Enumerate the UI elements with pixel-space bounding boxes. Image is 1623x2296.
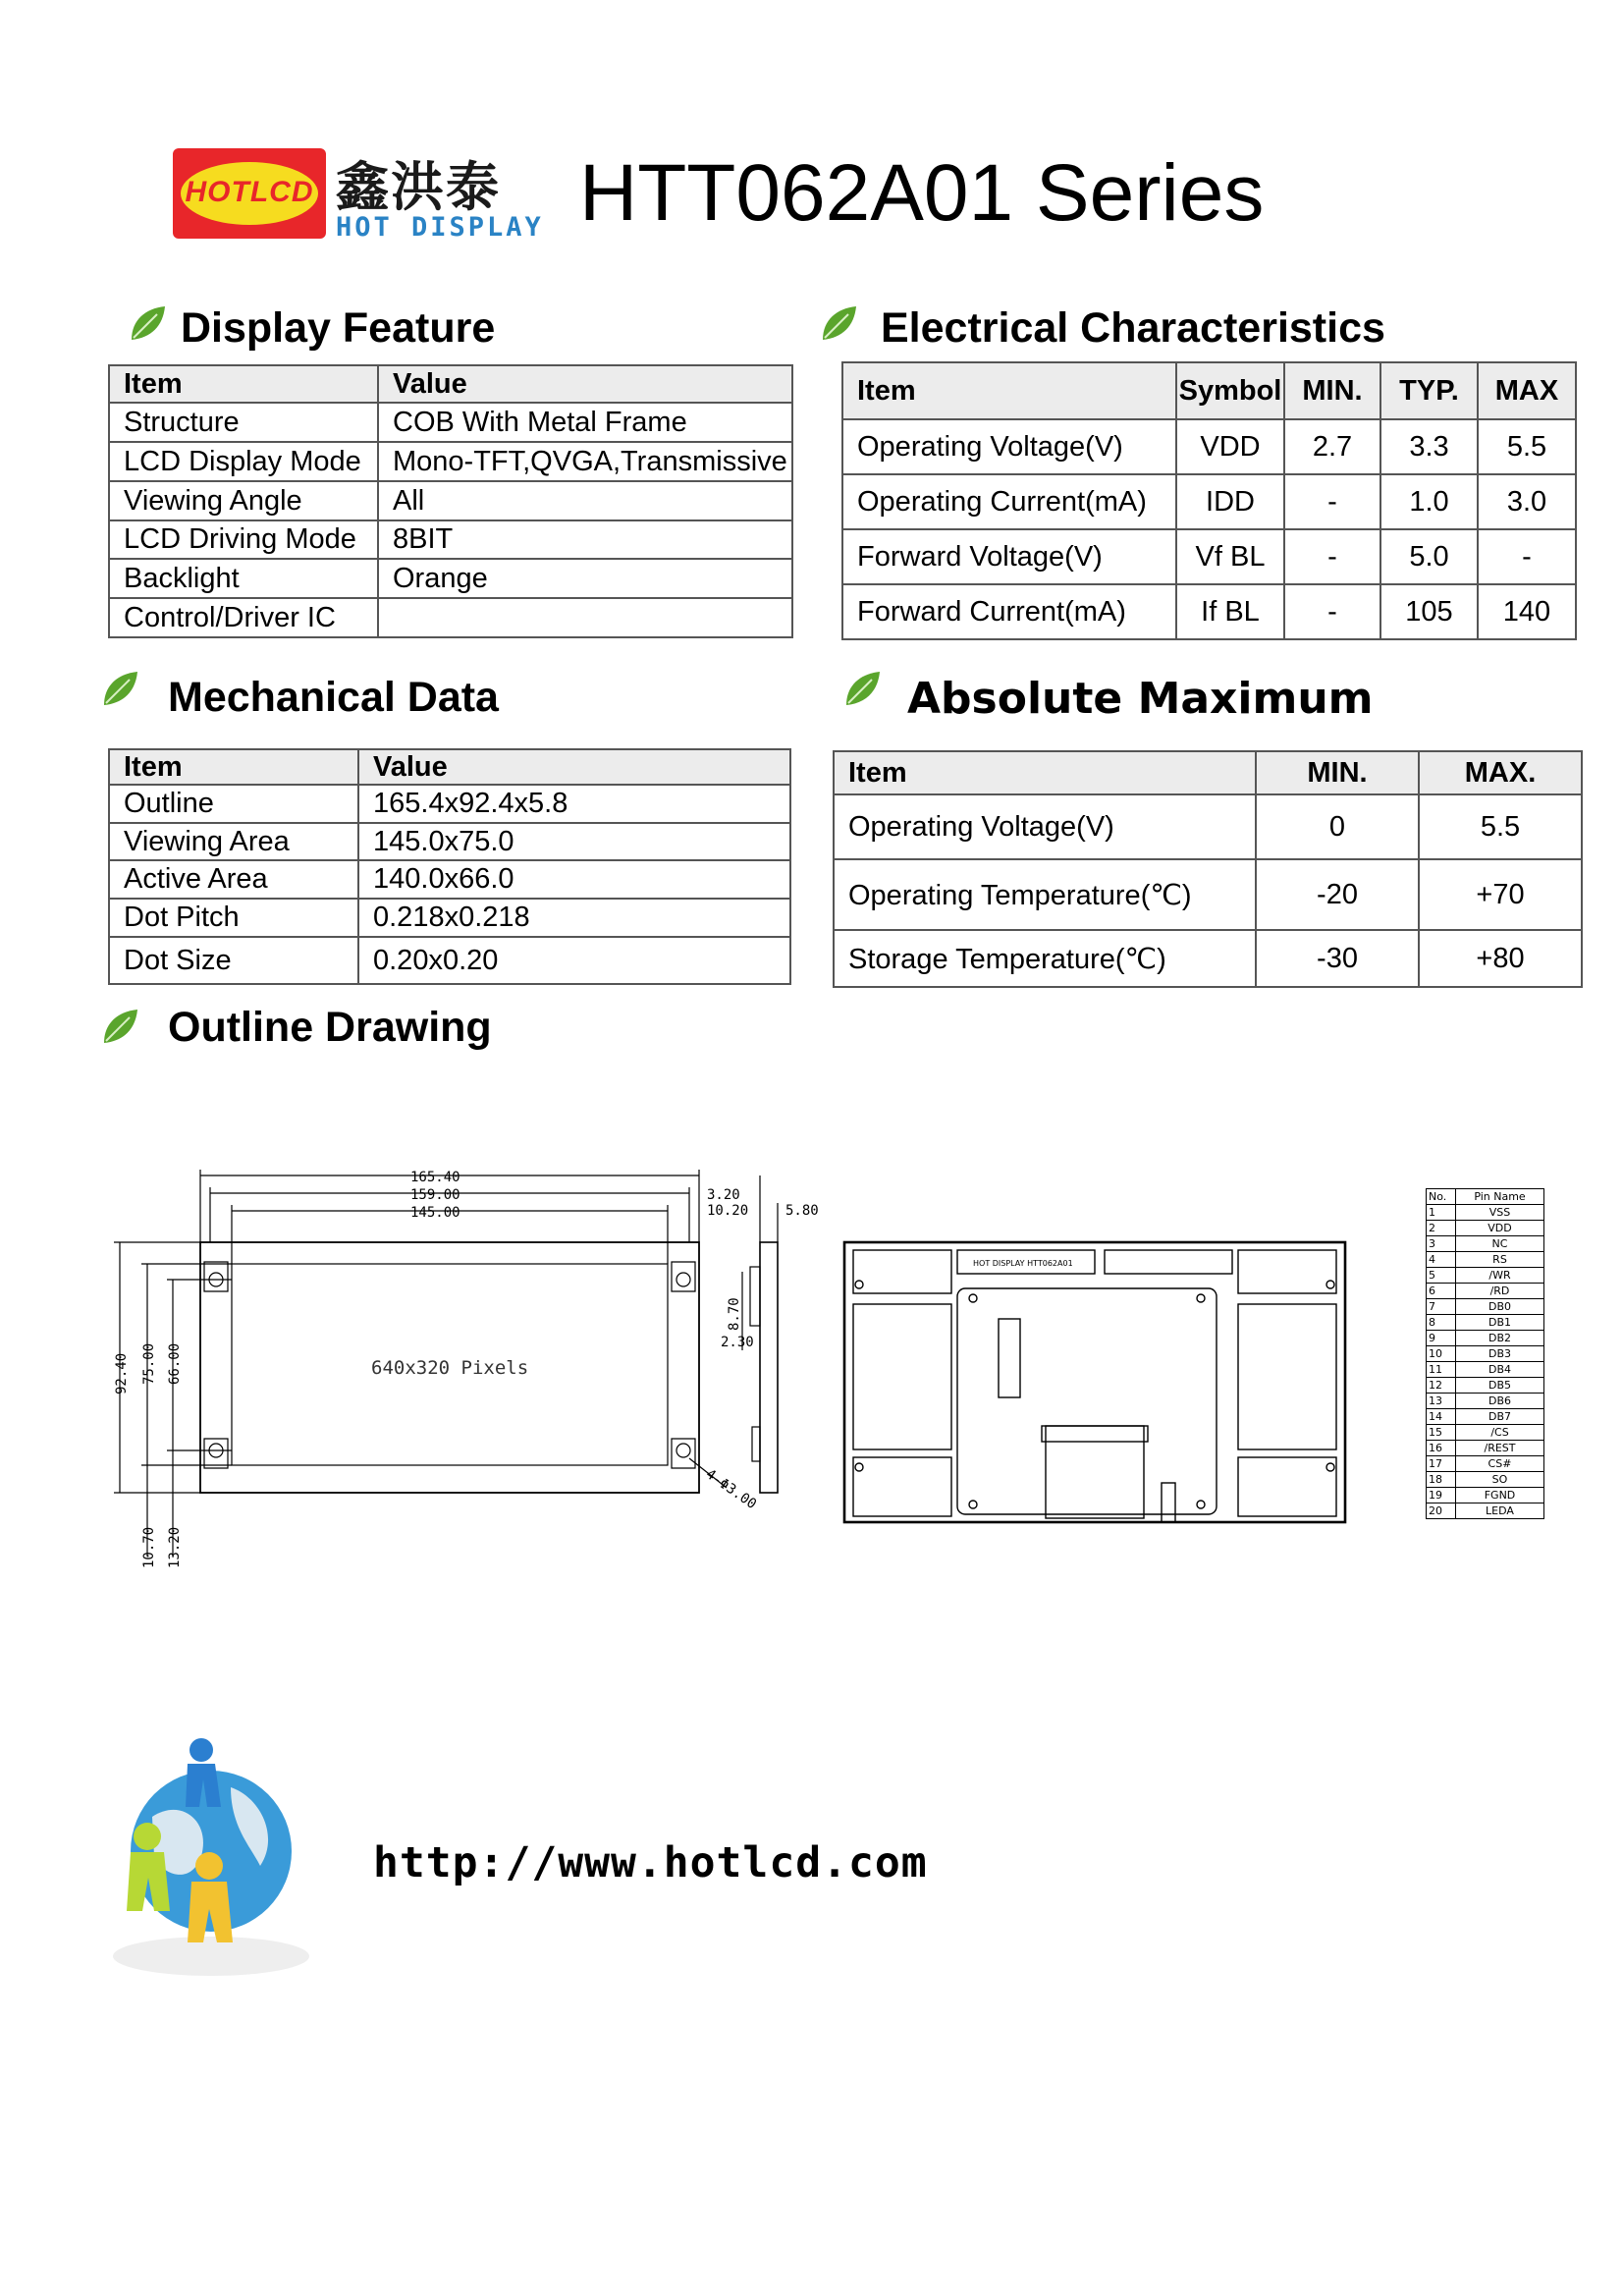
pin-name: /WR bbox=[1456, 1268, 1544, 1284]
table-cell: IDD bbox=[1176, 474, 1284, 529]
outline-heading: Outline Drawing bbox=[168, 1004, 492, 1051]
table-cell: Control/Driver IC bbox=[109, 598, 378, 637]
document-title: HTT062A01 Series bbox=[579, 148, 1265, 238]
pin-row bbox=[1427, 1441, 1544, 1456]
absolute-heading: Absolute Maximum bbox=[907, 674, 1374, 724]
table-header: Item bbox=[109, 749, 358, 785]
table-header: MAX bbox=[1478, 362, 1576, 419]
table-cell: Storage Temperature(℃) bbox=[834, 930, 1256, 987]
table-header: Symbol bbox=[1176, 362, 1284, 419]
pin-row bbox=[1427, 1252, 1544, 1268]
table-cell: Dot Pitch bbox=[109, 899, 358, 937]
pin-number: 11 bbox=[1427, 1362, 1456, 1378]
dim-label: 4-Φ3.00 bbox=[702, 1466, 760, 1513]
table-cell: 2.7 bbox=[1284, 419, 1380, 474]
globe-people-icon bbox=[93, 1728, 314, 1984]
pin-name: DB3 bbox=[1456, 1346, 1544, 1362]
display-feature-heading: Display Feature bbox=[181, 304, 496, 352]
table-cell: 5.5 bbox=[1419, 794, 1582, 859]
table-cell: Operating Temperature(℃) bbox=[834, 859, 1256, 930]
table-cell: 5.5 bbox=[1478, 419, 1576, 474]
pin-number: 20 bbox=[1427, 1503, 1456, 1519]
table-cell: -20 bbox=[1256, 859, 1419, 930]
pin-row bbox=[1427, 1488, 1544, 1503]
dim-label: 2.30 bbox=[721, 1335, 754, 1350]
table-cell: Forward Current(mA) bbox=[842, 584, 1176, 639]
pin-number: 6 bbox=[1427, 1284, 1456, 1299]
table-cell: 3.3 bbox=[1380, 419, 1478, 474]
pin-number: 3 bbox=[1427, 1236, 1456, 1252]
table-cell: 8BIT bbox=[378, 520, 792, 559]
table-cell: +70 bbox=[1419, 859, 1582, 930]
pin-number: 10 bbox=[1427, 1346, 1456, 1362]
table-cell: Operating Voltage(V) bbox=[842, 419, 1176, 474]
pin-table-header-row bbox=[1427, 1189, 1544, 1205]
table-cell: If BL bbox=[1176, 584, 1284, 639]
table-cell: LCD Driving Mode bbox=[109, 520, 378, 559]
pin-name: DB4 bbox=[1456, 1362, 1544, 1378]
table-cell: 0.20x0.20 bbox=[358, 937, 790, 984]
dim-label: 75.00 bbox=[141, 1342, 157, 1385]
pin-table-body bbox=[1427, 1189, 1544, 1519]
logo-chinese-name: 鑫洪泰 bbox=[336, 156, 501, 218]
dim-label: 5.80 bbox=[785, 1203, 819, 1219]
table-cell: Dot Size bbox=[109, 937, 358, 984]
pin-row bbox=[1427, 1221, 1544, 1236]
pin-number: 16 bbox=[1427, 1441, 1456, 1456]
pin-name: DB1 bbox=[1456, 1315, 1544, 1331]
dim-label: 13.20 bbox=[167, 1526, 183, 1568]
front-view-drawing bbox=[108, 1164, 819, 1576]
pin-name: VSS bbox=[1456, 1205, 1544, 1221]
table-header: Item bbox=[842, 362, 1176, 419]
pcb-label: HOT DISPLAY HTT062A01 bbox=[973, 1259, 1073, 1268]
pin-number: 7 bbox=[1427, 1299, 1456, 1315]
pin-row bbox=[1427, 1394, 1544, 1409]
pin-row bbox=[1427, 1205, 1544, 1221]
table-cell: Operating Voltage(V) bbox=[834, 794, 1256, 859]
table-cell: +80 bbox=[1419, 930, 1582, 987]
pin-number: 5 bbox=[1427, 1268, 1456, 1284]
table-cell: 145.0x75.0 bbox=[358, 823, 790, 860]
pin-name: SO bbox=[1456, 1472, 1544, 1488]
table-cell: COB With Metal Frame bbox=[378, 403, 792, 442]
pin-name: CS# bbox=[1456, 1456, 1544, 1472]
footer-url[interactable]: http://www.hotlcd.com bbox=[373, 1838, 928, 1887]
pin-number: 14 bbox=[1427, 1409, 1456, 1425]
back-view-drawing bbox=[839, 1237, 1350, 1532]
table-cell: Orange bbox=[378, 559, 792, 598]
table-cell: -30 bbox=[1256, 930, 1419, 987]
table-cell: - bbox=[1284, 474, 1380, 529]
electrical-heading: Electrical Characteristics bbox=[881, 304, 1385, 352]
table-cell: - bbox=[1284, 529, 1380, 584]
pin-number: 12 bbox=[1427, 1378, 1456, 1394]
table-cell: 0.218x0.218 bbox=[358, 899, 790, 937]
pin-row bbox=[1427, 1362, 1544, 1378]
table-header: Value bbox=[378, 365, 792, 403]
pin-name: LEDA bbox=[1456, 1503, 1544, 1519]
dim-label: 66.00 bbox=[167, 1342, 183, 1385]
pin-name: FGND bbox=[1456, 1488, 1544, 1503]
pin-row bbox=[1427, 1425, 1544, 1441]
table-cell: - bbox=[1284, 584, 1380, 639]
table-cell: All bbox=[378, 481, 792, 520]
pin-name: DB5 bbox=[1456, 1378, 1544, 1394]
leaf-icon bbox=[98, 1006, 141, 1049]
table-cell: VDD bbox=[1176, 419, 1284, 474]
table-header: Item bbox=[109, 365, 378, 403]
pin-number: 2 bbox=[1427, 1221, 1456, 1236]
dim-label: 10.20 bbox=[707, 1203, 749, 1219]
dim-label: 159.00 bbox=[410, 1187, 460, 1203]
pin-number: 18 bbox=[1427, 1472, 1456, 1488]
leaf-icon bbox=[98, 668, 141, 711]
pin-row bbox=[1427, 1284, 1544, 1299]
table-cell: LCD Display Mode bbox=[109, 442, 378, 481]
pin-number: 19 bbox=[1427, 1488, 1456, 1503]
table-header: MIN. bbox=[1256, 751, 1419, 794]
mechanical-table bbox=[108, 748, 791, 985]
pin-table bbox=[1426, 1188, 1544, 1519]
table-cell: 1.0 bbox=[1380, 474, 1478, 529]
pin-row bbox=[1427, 1315, 1544, 1331]
table-cell: Operating Current(mA) bbox=[842, 474, 1176, 529]
front-view-pixels-label: 640x320 Pixels bbox=[371, 1357, 529, 1379]
pin-name: NC bbox=[1456, 1236, 1544, 1252]
leaf-icon bbox=[126, 302, 169, 346]
pin-number: 17 bbox=[1427, 1456, 1456, 1472]
display-feature-table bbox=[108, 364, 793, 638]
electrical-table bbox=[841, 361, 1577, 640]
table-cell: Active Area bbox=[109, 860, 358, 899]
table-cell: 3.0 bbox=[1478, 474, 1576, 529]
table-cell: 140 bbox=[1478, 584, 1576, 639]
dim-label: 10.70 bbox=[141, 1526, 157, 1568]
pin-number: 15 bbox=[1427, 1425, 1456, 1441]
company-logo bbox=[173, 148, 326, 239]
dim-label: 145.00 bbox=[410, 1205, 460, 1221]
absolute-table bbox=[833, 750, 1583, 988]
logo-badge-text: HOTLCD bbox=[185, 176, 314, 208]
leaf-icon bbox=[817, 302, 860, 346]
table-cell: 5.0 bbox=[1380, 529, 1478, 584]
table-cell: - bbox=[1478, 529, 1576, 584]
table-cell: Viewing Angle bbox=[109, 481, 378, 520]
table-cell: Outline bbox=[109, 785, 358, 823]
pin-row bbox=[1427, 1503, 1544, 1519]
table-header: TYP. bbox=[1380, 362, 1478, 419]
pin-name: DB0 bbox=[1456, 1299, 1544, 1315]
table-header: MIN. bbox=[1284, 362, 1380, 419]
pin-number: 4 bbox=[1427, 1252, 1456, 1268]
pin-row bbox=[1427, 1378, 1544, 1394]
leaf-icon bbox=[840, 668, 884, 711]
pin-name: VDD bbox=[1456, 1221, 1544, 1236]
pin-row bbox=[1427, 1236, 1544, 1252]
table-cell: Mono-TFT,QVGA,Transmissive bbox=[378, 442, 792, 481]
dim-label: 165.40 bbox=[410, 1170, 460, 1185]
table-cell: Forward Voltage(V) bbox=[842, 529, 1176, 584]
pin-row bbox=[1427, 1331, 1544, 1346]
pin-row bbox=[1427, 1409, 1544, 1425]
table-cell: 0 bbox=[1256, 794, 1419, 859]
logo-english-name: HOT DISPLAY bbox=[336, 212, 544, 243]
pin-row bbox=[1427, 1299, 1544, 1315]
table-header: Value bbox=[358, 749, 790, 785]
pin-number: 13 bbox=[1427, 1394, 1456, 1409]
pin-name: /CS bbox=[1456, 1425, 1544, 1441]
dim-label: 92.40 bbox=[114, 1352, 130, 1394]
pin-name: DB2 bbox=[1456, 1331, 1544, 1346]
table-cell: Backlight bbox=[109, 559, 378, 598]
pin-number: 1 bbox=[1427, 1205, 1456, 1221]
pin-name: RS bbox=[1456, 1252, 1544, 1268]
pin-number: 9 bbox=[1427, 1331, 1456, 1346]
table-header: Item bbox=[834, 751, 1256, 794]
pin-name: /REST bbox=[1456, 1441, 1544, 1456]
pin-table-header: Pin Name bbox=[1456, 1189, 1544, 1205]
table-cell: Viewing Area bbox=[109, 823, 358, 860]
pin-row bbox=[1427, 1472, 1544, 1488]
pin-row bbox=[1427, 1268, 1544, 1284]
pin-row bbox=[1427, 1456, 1544, 1472]
pin-number: 8 bbox=[1427, 1315, 1456, 1331]
mechanical-heading: Mechanical Data bbox=[168, 674, 499, 721]
table-cell: 140.0x66.0 bbox=[358, 860, 790, 899]
table-header: MAX. bbox=[1419, 751, 1582, 794]
dim-label: 3.20 bbox=[707, 1187, 740, 1203]
pin-name: DB7 bbox=[1456, 1409, 1544, 1425]
pin-row bbox=[1427, 1346, 1544, 1362]
table-cell: Structure bbox=[109, 403, 378, 442]
pin-name: DB6 bbox=[1456, 1394, 1544, 1409]
pin-table-header: No. bbox=[1427, 1189, 1456, 1205]
pin-name: /RD bbox=[1456, 1284, 1544, 1299]
table-cell bbox=[378, 598, 792, 637]
table-cell: 105 bbox=[1380, 584, 1478, 639]
table-cell: Vf BL bbox=[1176, 529, 1284, 584]
dim-label: 8.70 bbox=[727, 1297, 742, 1331]
table-cell: 165.4x92.4x5.8 bbox=[358, 785, 790, 823]
